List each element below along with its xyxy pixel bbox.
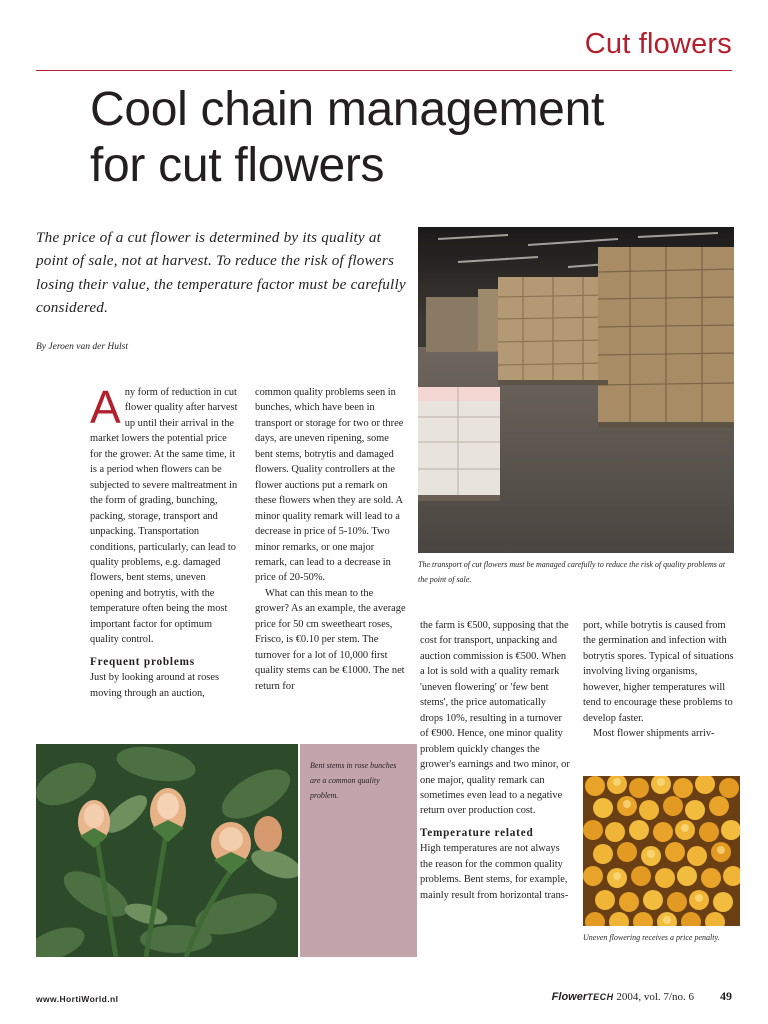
article-column-4 xyxy=(583,618,734,742)
temperature-paragraph: High temperatures are not always the reason for the common quality problems. Bent stems, for example, mainly result from horizontal trans- xyxy=(420,843,569,901)
header-rule xyxy=(36,70,732,71)
yellow-roses-photo xyxy=(583,776,740,926)
page-number: 49 xyxy=(720,989,732,1003)
heading-temperature-related: Temperature related xyxy=(420,826,534,839)
net-return-paragraph: the farm is €500, supposing that the cost for transport, unpacking and auction commission is €500. When a lot is sold with a quality remark 'uneven flowering' or 'few bent stems', the price automatically drops 10%, resulting in a turnover of €900. Hence, one minor quality problem quickly changes the grower's earnings and two minor, or one major, quality remark can sometimes even lead to a negative return over production cost. xyxy=(420,620,570,817)
article-title xyxy=(90,82,730,194)
article-lede: The price of a cut flower is determined by its quality at point of sale, not at harvest. To reduce the risk of flowers losing their value, the temperature factor must be carefully considered. xyxy=(36,229,406,316)
title-line-2: for cut flowers xyxy=(90,139,385,192)
footer-website: www.HortiWorld.nl xyxy=(36,994,119,1004)
heading-frequent-problems: Frequent problems xyxy=(90,655,195,668)
yellow-roses-caption: Uneven flowering receives a price penalty. xyxy=(583,933,720,942)
rose-bunch-photo xyxy=(36,744,298,957)
footer-brand-tech: TECH xyxy=(587,992,614,1002)
rose-caption: Bent stems in rose bunches are a common quality problem. xyxy=(310,761,397,800)
footer-issue-text: 2004, vol. 7/no. 6 xyxy=(613,991,694,1003)
drop-cap: A xyxy=(90,381,121,433)
article-column-1 xyxy=(90,381,241,701)
article-byline: By Jeroen van der Hulst xyxy=(36,342,128,352)
rose-caption-box xyxy=(300,744,417,957)
title-line-1: Cool chain management xyxy=(90,83,605,136)
footer-issue xyxy=(552,991,694,1003)
grower-example-paragraph: What can this mean to the grower? As an example, the average price for 50 cm sweetheart roses, Frisco, is €0.10 per stem. The turnover for a lot of 10,000 first quality stems can be €1000. The net return for xyxy=(255,587,406,692)
footer-brand-flower: Flower xyxy=(551,991,588,1003)
quality-problems-paragraph: common quality problems seen in bunches, which have been in transport or storage for two or three days, are uneven ripening, some bent stems, botrytis and damaged flowers. Quality controllers at the flower auctions put a remark on these flowers when they are sold. A minor quality remark will lead to a decrease in price of 5-10%. Two minor remarks, or one major remark, can lead to a decrease in price of 20-50%. xyxy=(255,387,404,584)
warehouse-photo xyxy=(418,227,734,553)
intro-paragraph xyxy=(90,381,241,648)
frequent-problems-paragraph: Just by looking around at roses moving through an auction, xyxy=(90,672,220,699)
section-label: Cut flowers xyxy=(584,28,732,60)
botrytis-paragraph: port, while botrytis is caused from the germination and infection with botrytis spores. Typical of situations involving living organisms, however, higher temperatures will tend to encourage these problems to develop faster. xyxy=(583,620,734,724)
shipments-paragraph: Most flower shipments arriv- xyxy=(593,728,715,740)
warehouse-caption: The transport of cut flowers must be managed carefully to reduce the risk of quality problems at the point of sale. xyxy=(418,560,726,584)
intro-paragraph-text: ny form of reduction in cut flower quality after harvest up until their arrival in the market lowers the potential price for the grower. At the same time, it is a period when flowers can be subjected to severe maltreatment in the form of grading, bunching, packing, storage, transport and unpacking. Transportation conditions, particularly, can lead to quality problems, e.g. damaged flowers, bent stems, uneven opening and botrytis, with the temperature often being the most important factor for optimum quality control. xyxy=(90,387,238,646)
article-column-2 xyxy=(255,385,406,694)
article-column-3 xyxy=(420,618,571,903)
